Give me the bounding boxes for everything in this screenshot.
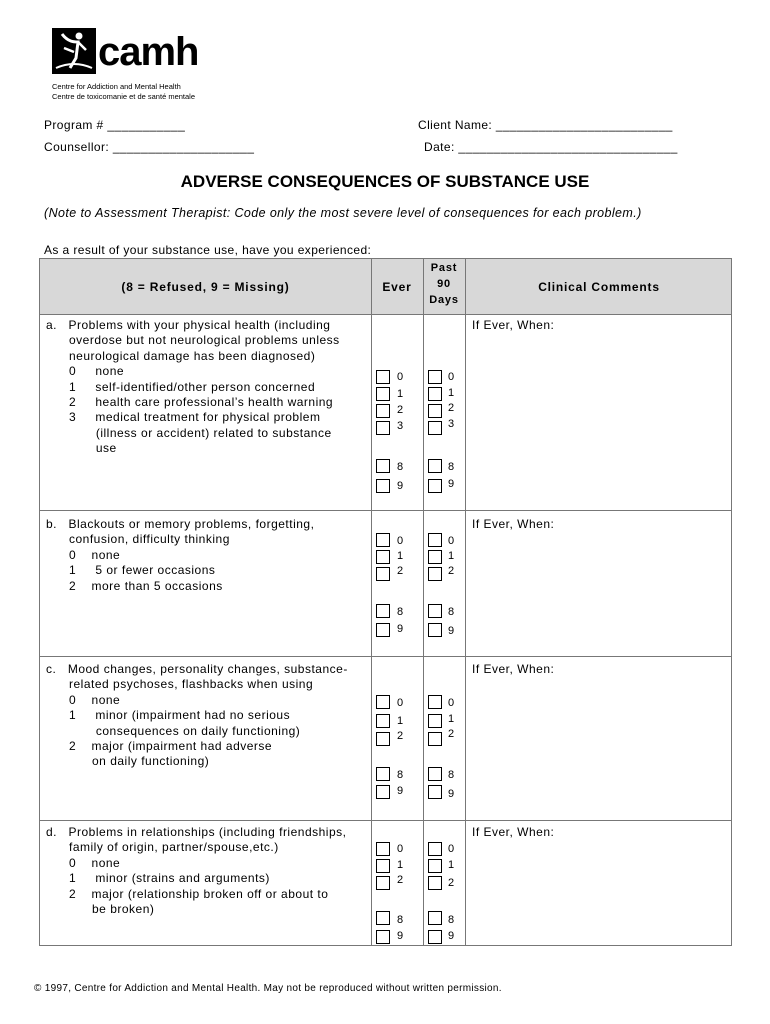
checkbox-c-past-9[interactable] [428,785,442,799]
checkbox-label: 0 [448,535,455,547]
checkbox-label: 8 [448,606,455,618]
item-a-comment-prompt[interactable]: If Ever, When: [472,318,555,332]
checkbox-label: 8 [397,606,404,618]
checkbox-label: 8 [448,914,455,926]
checkbox-b-past-8[interactable] [428,604,442,618]
checkbox-label: 9 [397,480,404,492]
date-field[interactable]: Date: _______________________________ [424,140,678,154]
checkbox-d-past-8[interactable] [428,911,442,925]
checkbox-label: 9 [397,785,404,797]
checkbox-label: 2 [448,728,455,740]
checkbox-c-ever-1[interactable] [376,714,390,728]
checkbox-label: 8 [448,769,455,781]
checkbox-a-ever-9[interactable] [376,479,390,493]
checkbox-d-past-1[interactable] [428,859,442,873]
checkbox-label: 2 [397,404,404,416]
checkbox-label: 9 [397,930,404,942]
col-divider [371,259,372,945]
checkbox-b-ever-1[interactable] [376,550,390,564]
checkbox-c-past-0[interactable] [428,695,442,709]
codes-header: (8 = Refused, 9 = Missing) [121,280,290,294]
checkbox-a-ever-8[interactable] [376,459,390,473]
ever-header: Ever [382,280,412,294]
checkbox-d-ever-9[interactable] [376,930,390,944]
checkbox-c-past-2[interactable] [428,732,442,746]
checkbox-c-past-8[interactable] [428,767,442,781]
checkbox-label: 8 [448,461,455,473]
checkbox-b-past-9[interactable] [428,623,442,637]
item-a-text: a. Problems with your physical health (including overdose but not neurological problems unless neurological damage has been diagnosed) 0 none 1 self-identified/other person concerned 2 health care professional’s health warning 3 medical treatment for physical problem (illness or accident) related to substance use [46,318,340,456]
checkbox-label: 2 [448,402,455,414]
checkbox-label: 2 [397,730,404,742]
client-name-field[interactable]: Client Name: _________________________ [418,118,673,132]
checkbox-a-ever-3[interactable] [376,421,390,435]
checkbox-label: 3 [448,418,455,430]
col-divider [423,259,424,945]
checkbox-a-ever-0[interactable] [376,370,390,384]
checkbox-c-past-1[interactable] [428,714,442,728]
checkbox-label: 9 [397,623,404,635]
checkbox-c-ever-9[interactable] [376,785,390,799]
consequences-table [39,258,732,946]
checkbox-label: 0 [397,535,404,547]
checkbox-a-past-1[interactable] [428,387,442,401]
camh-logo-mark [52,28,96,74]
row-divider [40,656,731,657]
checkbox-label: 9 [448,478,455,490]
checkbox-label: 0 [448,371,455,383]
program-field[interactable]: Program # ___________ [44,118,186,132]
intro-text: As a result of your substance use, have you experienced: [44,243,372,257]
checkbox-c-ever-0[interactable] [376,695,390,709]
checkbox-d-ever-2[interactable] [376,876,390,890]
copyright-footer: © 1997, Centre for Addiction and Mental Health. May not be reproduced without written permission. [34,983,502,994]
item-c-text: c. Mood changes, personality changes, substance- related psychoses, flashbacks when using 0 none 1 minor (impairment had no serious consequences on daily functioning) 2 major (impairment had adverse on daily functioning) [46,662,348,769]
table-header [40,259,731,315]
checkbox-label: 0 [397,843,404,855]
checkbox-label: 1 [448,387,455,399]
checkbox-a-past-0[interactable] [428,370,442,384]
checkbox-label: 1 [397,859,404,871]
therapist-note: (Note to Assessment Therapist: Code only the most severe level of consequences for each problem.) [44,206,642,220]
checkbox-label: 2 [448,565,455,577]
checkbox-label: 3 [397,420,404,432]
checkbox-label: 0 [448,843,455,855]
checkbox-a-ever-1[interactable] [376,387,390,401]
checkbox-d-ever-8[interactable] [376,911,390,925]
checkbox-label: 1 [448,550,455,562]
checkbox-label: 2 [448,877,455,889]
logo-subtitle-en: Centre for Addiction and Mental Health [52,82,181,91]
checkbox-b-ever-9[interactable] [376,623,390,637]
checkbox-label: 8 [397,914,404,926]
page-title: ADVERSE CONSEQUENCES OF SUBSTANCE USE [180,172,590,191]
camh-wordmark: camh [98,30,199,74]
checkbox-d-past-9[interactable] [428,930,442,944]
item-d-text: d. Problems in relationships (including friendships, family of origin, partner/spouse,etc.) 0 none 1 minor (strains and arguments) 2 major (relationship broken off or about to be broken) [46,825,347,917]
checkbox-label: 2 [397,874,404,886]
checkbox-d-ever-1[interactable] [376,859,390,873]
clinical-comments-header: Clinical Comments [538,280,660,294]
checkbox-a-past-2[interactable] [428,404,442,418]
checkbox-label: 8 [397,769,404,781]
checkbox-label: 2 [397,565,404,577]
item-c-comment-prompt[interactable]: If Ever, When: [472,662,555,676]
checkbox-label: 1 [397,550,404,562]
checkbox-label: 9 [448,930,455,942]
item-d-comment-prompt[interactable]: If Ever, When: [472,825,555,839]
checkbox-a-past-9[interactable] [428,479,442,493]
item-b-text: b. Blackouts or memory problems, forgetting, confusion, difficulty thinking 0 none 1 5 or fewer occasions 2 more than 5 occasions [46,517,315,593]
past-header-line2: 90 [437,278,451,290]
past-header-line3: Days [429,294,459,306]
checkbox-d-past-2[interactable] [428,876,442,890]
checkbox-label: 9 [448,788,455,800]
checkbox-b-past-0[interactable] [428,533,442,547]
checkbox-a-past-8[interactable] [428,459,442,473]
checkbox-b-ever-8[interactable] [376,604,390,618]
row-divider [40,510,731,511]
item-b-comment-prompt[interactable]: If Ever, When: [472,517,555,531]
checkbox-label: 8 [397,461,404,473]
checkbox-a-past-3[interactable] [428,421,442,435]
checkbox-label: 0 [448,697,455,709]
logo-subtitle-fr: Centre de toxicomanie et de santé mentale [52,92,196,101]
counsellor-field[interactable]: Counsellor: ____________________ [44,140,255,154]
checkbox-b-ever-0[interactable] [376,533,390,547]
checkbox-label: 0 [397,371,404,383]
checkbox-c-ever-8[interactable] [376,767,390,781]
checkbox-label: 9 [448,625,455,637]
checkbox-a-ever-2[interactable] [376,404,390,418]
checkbox-label: 0 [397,697,404,709]
checkbox-d-ever-0[interactable] [376,842,390,856]
checkbox-label: 1 [448,859,455,871]
checkbox-b-past-2[interactable] [428,567,442,581]
checkbox-d-past-0[interactable] [428,842,442,856]
checkbox-label: 1 [397,388,404,400]
checkbox-b-ever-2[interactable] [376,567,390,581]
row-divider [40,820,731,821]
checkbox-c-ever-2[interactable] [376,732,390,746]
col-divider [465,259,466,945]
checkbox-label: 1 [397,715,404,727]
checkbox-label: 1 [448,713,455,725]
checkbox-b-past-1[interactable] [428,550,442,564]
past-header-line1: Past [430,262,458,274]
